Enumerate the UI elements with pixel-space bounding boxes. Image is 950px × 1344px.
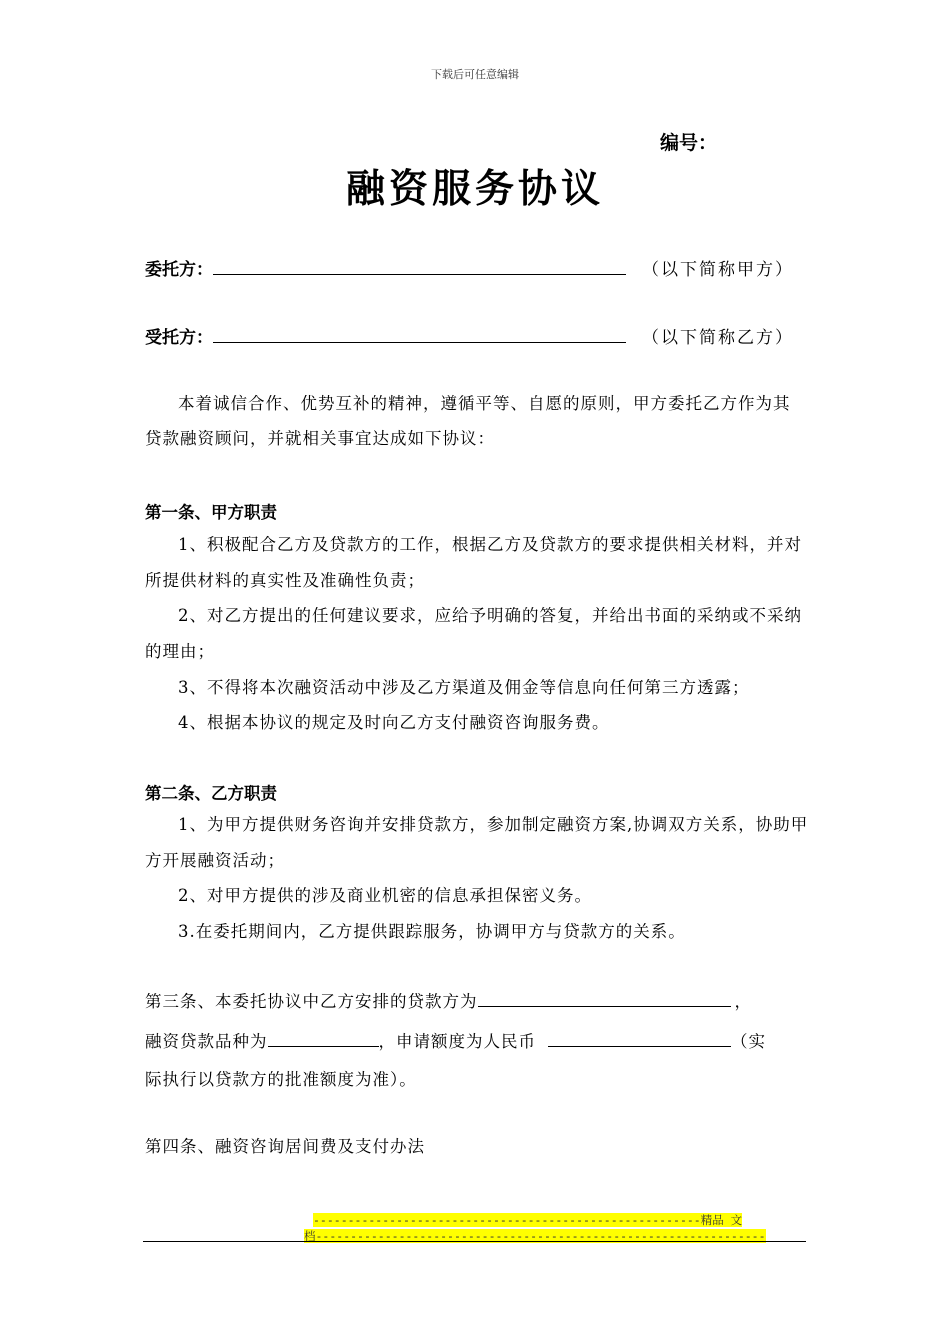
header-note: 下载后可任意编辑 [431, 68, 519, 81]
article-3-comma: ， [734, 992, 752, 1011]
article-1-item: 2、对乙方提出的任何建议要求，应给予明确的答复，并给出书面的采纳或不采纳的理由； [145, 606, 802, 661]
article-3-text: （实 [731, 1032, 766, 1051]
article-3-text: ，申请额度为人民币 [378, 1032, 536, 1051]
article-1-heading: 第一条、甲方职责 [145, 503, 277, 522]
agent-suffix: （以下简称乙方） [642, 328, 794, 348]
client-party-row [145, 255, 794, 280]
client-label: 委托方： [145, 260, 213, 280]
agent-name-blank[interactable] [213, 324, 626, 343]
footer-rule [143, 1241, 806, 1242]
loan-type-blank[interactable] [268, 1028, 379, 1047]
article-3-line-3: 际执行以贷款方的批准额度为准）。 [145, 1070, 417, 1089]
article-4-heading: 第四条、融资咨询居间费及支付办法 [145, 1137, 425, 1156]
article-1-item: 1、积极配合乙方及贷款方的工作，根据乙方及贷款方的要求提供相关材料，并对所提供材料的真实性及准确性负责； [145, 535, 802, 590]
article-3-text: 融资贷款品种为 [145, 1032, 268, 1051]
intro-paragraph: 本着诚信合作、优势互补的精神，遵循平等、自愿的原则，甲方委托乙方作为其贷款融资顾问，并就相关事宜达成如下协议： [145, 394, 791, 448]
article-1-item: 3、不得将本次融资活动中涉及乙方渠道及佣金等信息向任何第三方透露； [178, 678, 750, 697]
article-2-item: 3.在委托期间内，乙方提供跟踪服务，协调甲方与贷款方的关系。 [178, 922, 686, 941]
article-1-item: 4、根据本协议的规定及时向乙方支付融资咨询服务费。 [178, 713, 610, 732]
agent-party-row [145, 323, 794, 348]
agent-label: 受托方： [145, 328, 213, 348]
article-2-item: 1、为甲方提供财务咨询并安排贷款方，参加制定融资方案,协调双方关系，协助甲方开展融资活动； [145, 815, 809, 870]
footer-mark-line: --------------------------------------------------------精品 文 [313, 1213, 743, 1227]
article-3-text: 第三条、本委托协议中乙方安排的贷款方为 [145, 992, 478, 1011]
client-suffix: （以下简称甲方） [642, 260, 794, 280]
footer-mark-line: 档----------------------------------------------------------------- [304, 1229, 766, 1243]
document-title: 融资服务协议 [345, 167, 604, 212]
amount-blank[interactable] [548, 1028, 731, 1047]
lender-blank[interactable] [478, 988, 731, 1007]
article-2-item: 2、对甲方提供的涉及商业机密的信息承担保密义务。 [178, 886, 592, 905]
client-name-blank[interactable] [213, 256, 626, 275]
document-number-label: 编号： [660, 132, 718, 154]
article-3-line-1 [145, 988, 752, 1012]
article-3-line-2 [145, 1028, 766, 1052]
article-2-heading: 第二条、乙方职责 [145, 784, 277, 803]
